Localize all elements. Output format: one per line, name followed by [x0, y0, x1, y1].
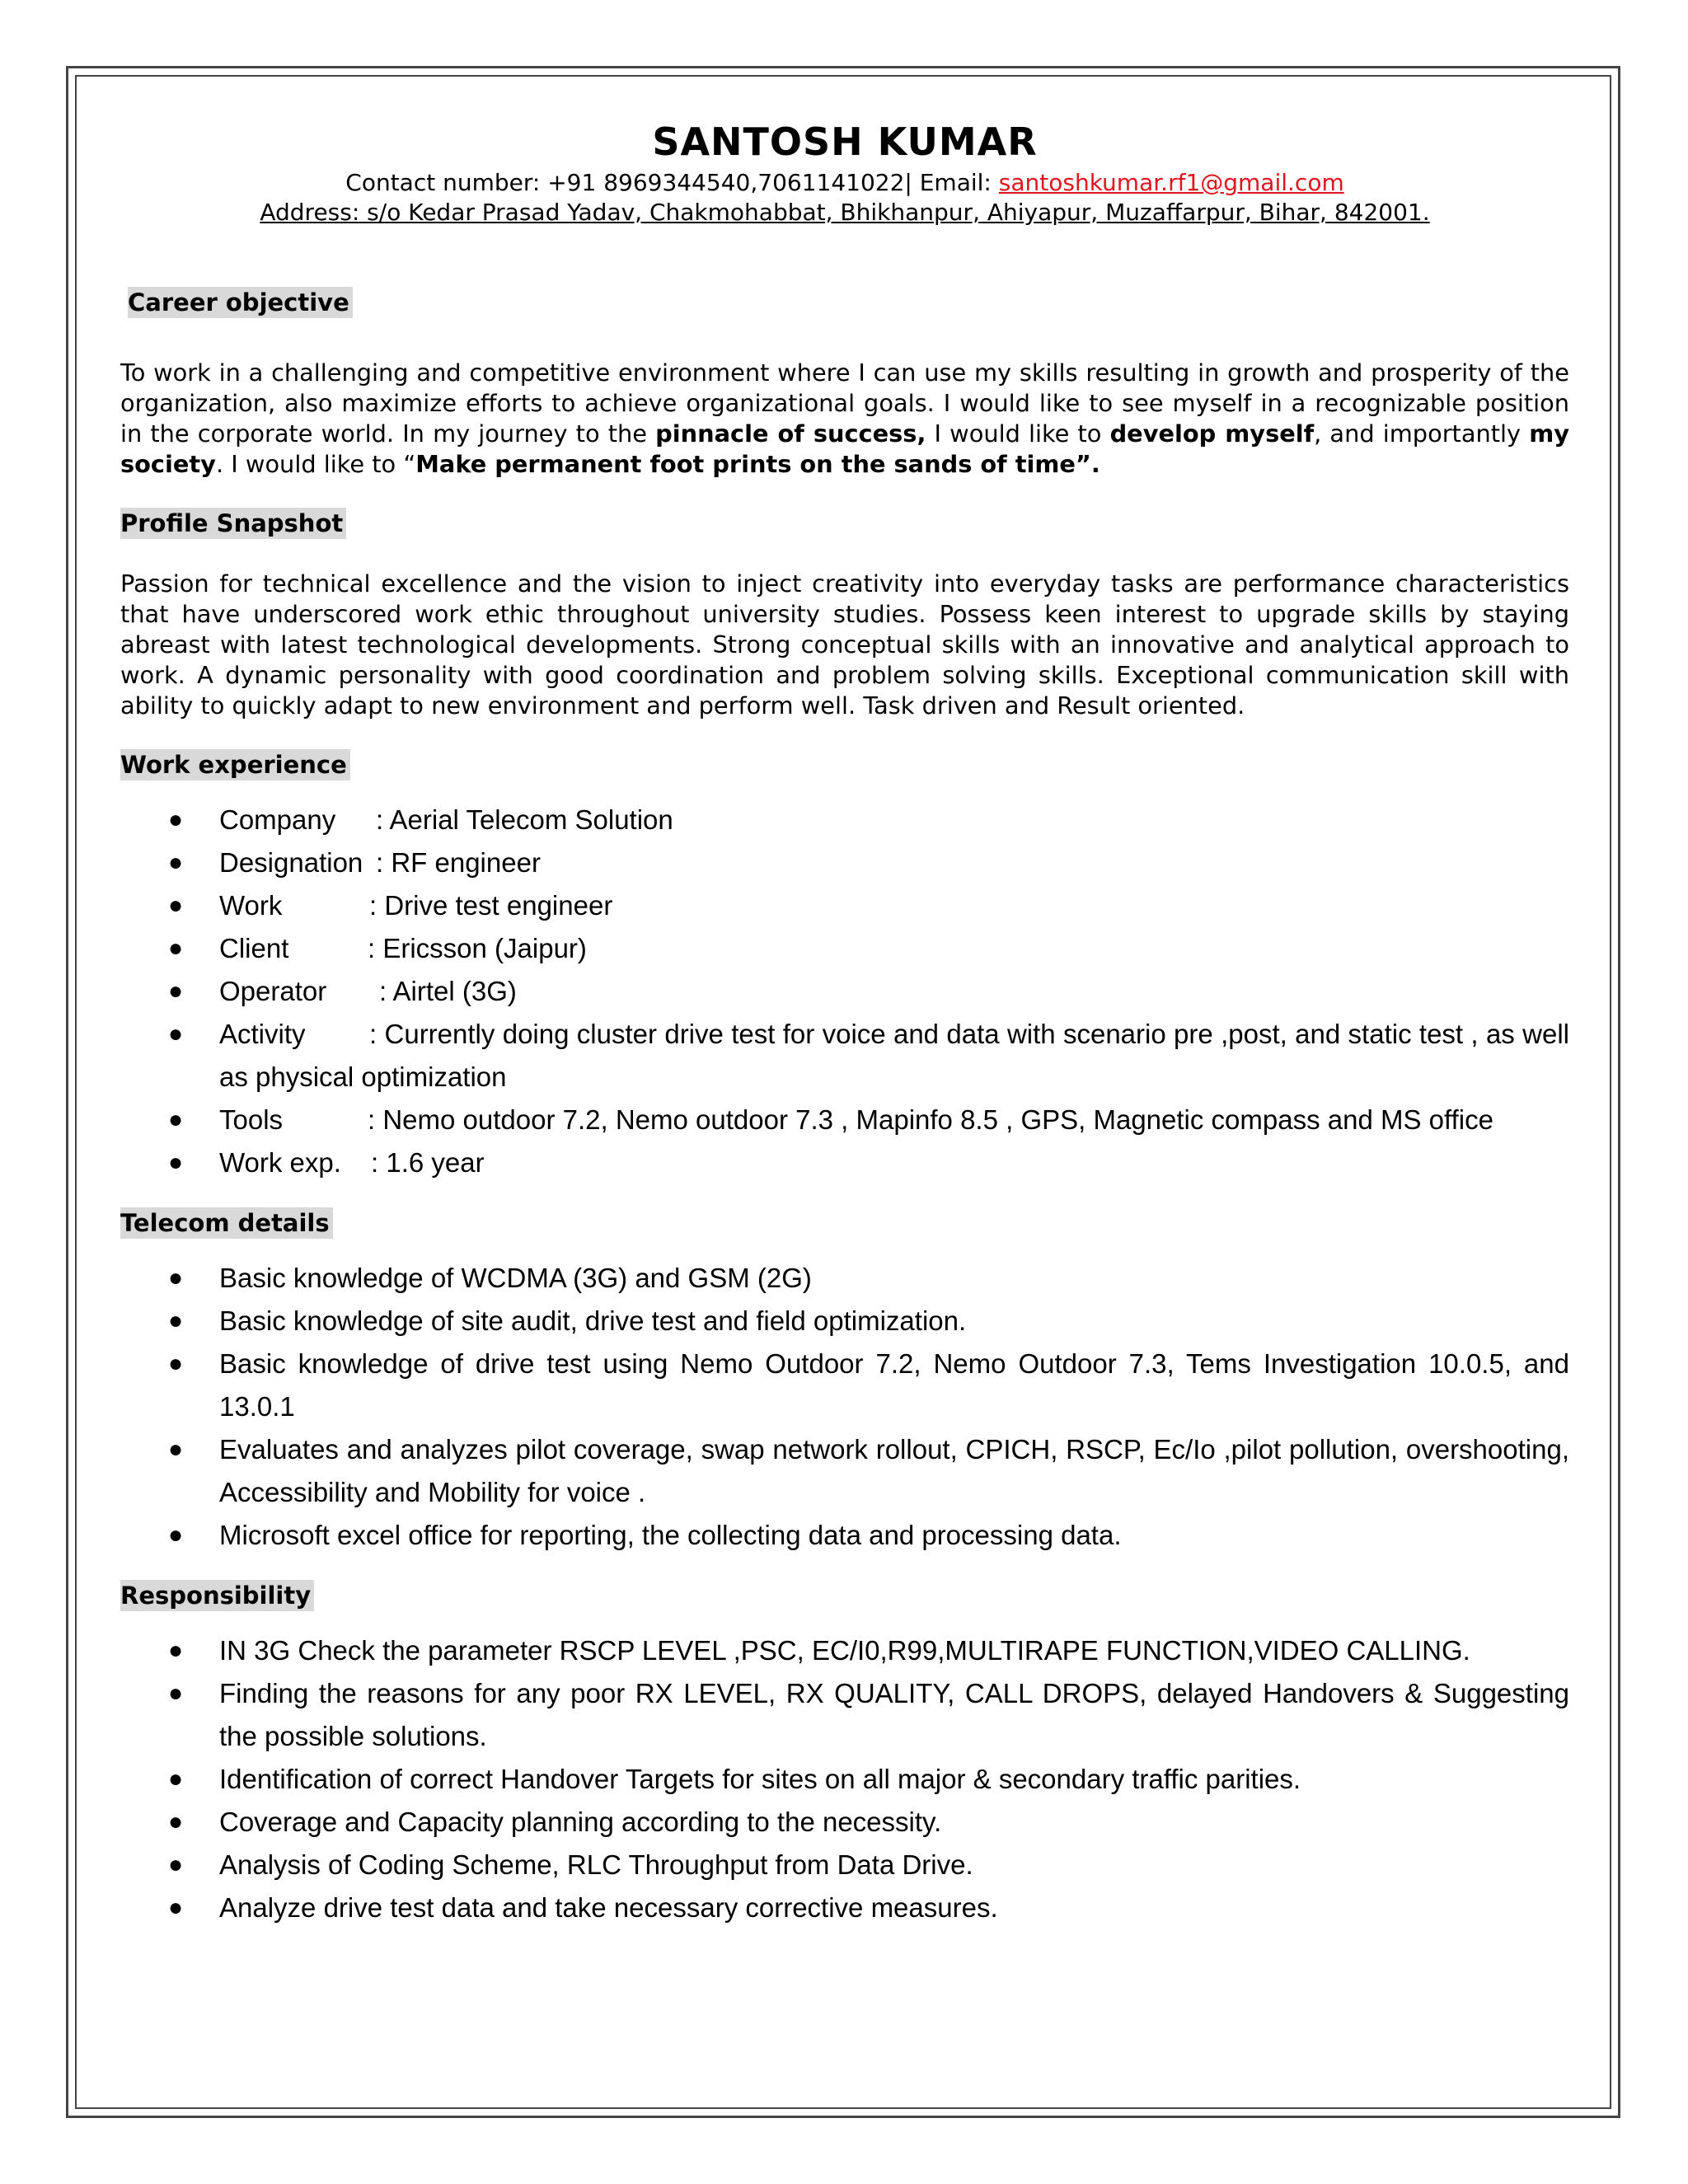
list-item: ● Activity : Currently doing cluster drive test for voice and data with scenario pre ,post, and static test , as well as physical optimization — [120, 1013, 1569, 1099]
bullet-icon: ● — [168, 892, 184, 919]
list-item: ● Microsoft excel office for reporting, the collecting data and processing data. — [120, 1514, 1569, 1557]
list-item: ● Basic knowledge of drive test using Nemo Outdoor 7.2, Nemo Outdoor 7.3, Tems Investigation 10.0.5, and 13.0.1 — [120, 1343, 1569, 1428]
responsibility-list — [120, 1629, 1569, 1929]
bullet-icon: ● — [168, 1307, 184, 1334]
bullet-icon: ● — [168, 1637, 184, 1664]
list-item: ● Tools : Nemo outdoor 7.2, Nemo outdoor 7.3 , Mapinfo 8.5 , GPS, Magnetic compass and MS office — [120, 1099, 1569, 1141]
career-objective-heading: Career objective — [128, 287, 353, 318]
telecom-details-heading: Telecom details — [120, 1207, 333, 1239]
address-line: Address: s/o Kedar Prasad Yadav, Chakmohabbat, Bhikhanpur, Ahiyapur, Muzaffarpur, Bihar, 842001. — [260, 199, 1430, 226]
telecom-details-list — [120, 1257, 1569, 1557]
bullet-icon: ● — [168, 1765, 184, 1793]
list-item: ● Company : Aerial Telecom Solution — [120, 799, 1569, 841]
bullet-icon: ● — [168, 1521, 184, 1549]
candidate-name: SANTOSH KUMAR — [652, 120, 1038, 164]
bullet-icon: ● — [168, 1350, 184, 1377]
list-item: ● Operator : Airtel (3G) — [120, 970, 1569, 1013]
responsibility-heading: Responsibility — [120, 1580, 314, 1611]
bullet-icon: ● — [168, 1020, 184, 1047]
list-item: ● Basic knowledge of WCDMA (3G) and GSM (2G) — [120, 1257, 1569, 1300]
career-objective-text: To work in a challenging and competitive environment where I can use my skills resulting in growth and prosperity of the organization, also maximize efforts to achieve organizational goals. I would like to see myself in a recognizable position in the corporate world. In my journey to the pinnacle of success, I would like to develop myself, and importantly my society. I would like to “Make permanent foot prints on the sands of time”. — [120, 359, 1569, 478]
list-item: ● Designation : RF engineer — [120, 841, 1569, 884]
bullet-icon: ● — [168, 1106, 184, 1133]
list-item: ● IN 3G Check the parameter RSCP LEVEL ,PSC, EC/I0,R99,MULTIRAPE FUNCTION,VIDEO CALLING. — [120, 1629, 1569, 1672]
bullet-icon: ● — [168, 1894, 184, 1921]
bullet-icon: ● — [168, 1680, 184, 1707]
work-experience-heading: Work experience — [120, 749, 350, 780]
list-item: ● Analyze drive test data and take necessary corrective measures. — [120, 1886, 1569, 1929]
bullet-icon: ● — [168, 1264, 184, 1291]
email-link[interactable]: santoshkumar.rf1@gmail.com — [998, 169, 1344, 196]
bullet-icon: ● — [168, 849, 184, 876]
profile-snapshot-heading: Profile Snapshot — [120, 508, 346, 539]
list-item: ● Analysis of Coding Scheme, RLC Throughput from Data Drive. — [120, 1844, 1569, 1886]
contact-numbers: Contact number: +91 8969344540,7061141022| Email: — [345, 169, 999, 196]
list-item: ● Client : Ericsson (Jaipur) — [120, 927, 1569, 970]
list-item: ● Coverage and Capacity planning according to the necessity. — [120, 1801, 1569, 1844]
profile-snapshot-text: Passion for technical excellence and the vision to inject creativity into everyday tasks are performance characteristics that have underscored work ethic throughout university studies. Possess keen interest to upgrade skills by staying abreast with latest technological developments. Strong conceptual skills with an innovative and analytical approach to work. A dynamic personality with good coordination and problem solving skills. Exceptional communication skill with ability to quickly adapt to new environment and perform well. Task driven and Result oriented. — [120, 569, 1569, 719]
bullet-icon: ● — [168, 1851, 184, 1878]
bullet-icon: ● — [168, 1149, 184, 1176]
list-item: ● Evaluates and analyzes pilot coverage, swap network rollout, CPICH, RSCP, Ec/Io ,pilot pollution, overshooting, Accessibility and Mobility for voice . — [120, 1428, 1569, 1514]
resume-content — [120, 115, 1569, 1929]
bullet-icon: ● — [168, 935, 184, 962]
list-item: ● Work exp. : 1.6 year — [120, 1141, 1569, 1184]
bullet-icon: ● — [168, 977, 184, 1005]
list-item: ● Work : Drive test engineer — [120, 884, 1569, 927]
list-item: ● Finding the reasons for any poor RX LEVEL, RX QUALITY, CALL DROPS, delayed Handovers & Suggesting the possible solutions. — [120, 1672, 1569, 1758]
list-item: ● Identification of correct Handover Targets for sites on all major & secondary traffic parities. — [120, 1758, 1569, 1801]
list-item: ● Basic knowledge of site audit, drive test and field optimization. — [120, 1300, 1569, 1343]
bullet-icon: ● — [168, 1808, 184, 1835]
work-experience-list — [120, 799, 1569, 1184]
contact-line — [120, 168, 1569, 198]
bullet-icon: ● — [168, 806, 184, 833]
bullet-icon: ● — [168, 1436, 184, 1463]
